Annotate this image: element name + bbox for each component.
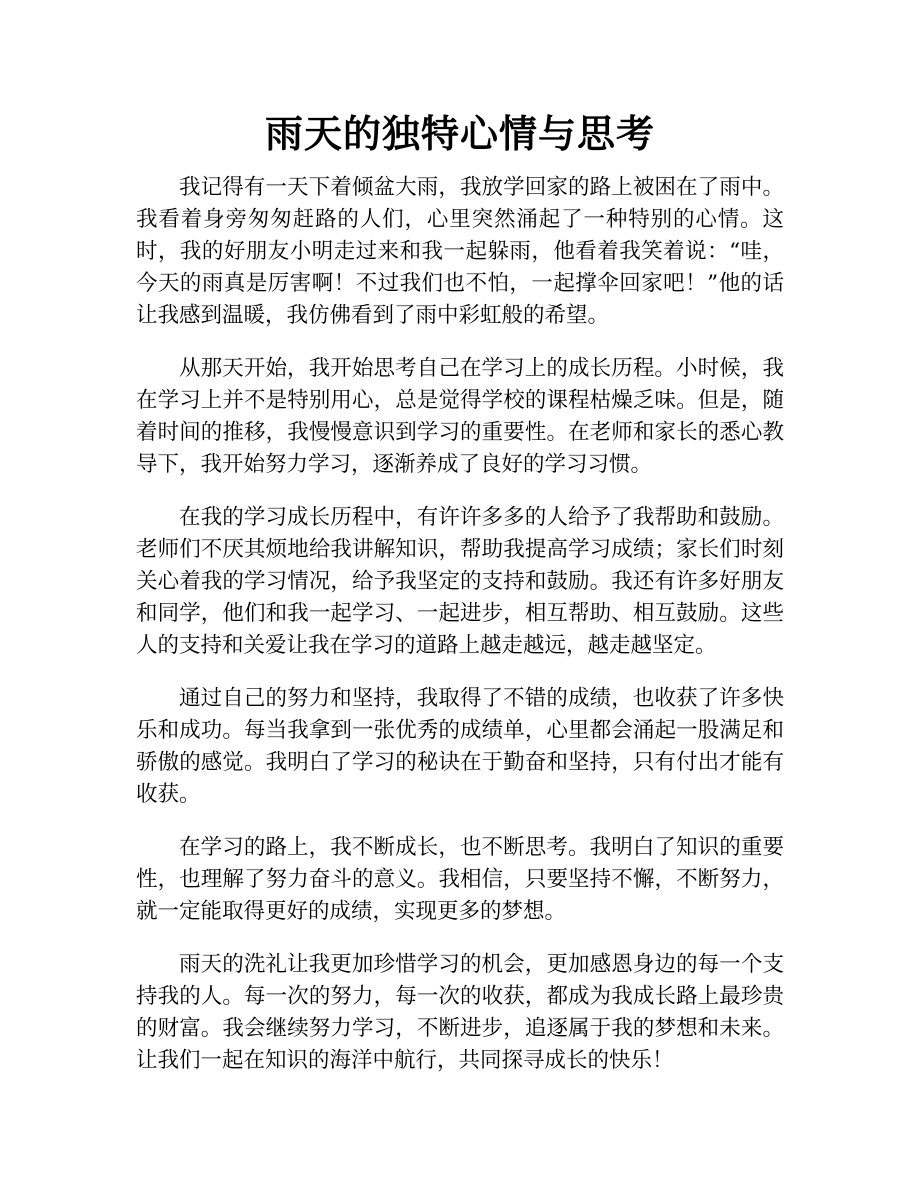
paragraph-2: 从那天开始，我开始思考自己在学习上的成长历程。小时候，我在学习上并不是特别用心，总是觉得学校的课程枯燥乏味。但是，随着时间的推移，我慢慢意识到学习的重要性。在老师和家长的悉心教导下，我开始努力学习，逐渐养成了良好的学习习惯。	[136, 356, 784, 477]
paragraph-6: 雨天的洗礼让我更加珍惜学习的机会，更加感恩身边的每一个支持我的人。每一次的努力，每一次的收获，都成为我成长路上最珍贵的财富。我会继续努力学习，不断进步，追逐属于我的梦想和未来。让我们一起在知识的海洋中航行，共同探寻成长的快乐！	[136, 952, 784, 1073]
paragraph-1: 我记得有一天下着倾盆大雨，我放学回家的路上被困在了雨中。我看着身旁匆匆赶路的人们，心里突然涌起了一种特别的心情。这时，我的好朋友小明走过来和我一起躲雨，他看着我笑着说：“哇，今天的雨真是厉害啊！不过我们也不怕，一起撑伞回家吧！”他的话让我感到温暖，我仿佛看到了雨中彩虹般的希望。	[136, 175, 784, 328]
document-body	[136, 172, 784, 1098]
paragraph-5: 在学习的路上，我不断成长，也不断思考。我明白了知识的重要性，也理解了努力奋斗的意义。我相信，只要坚持不懈，不断努力，就一定能取得更好的成绩，实现更多的梦想。	[136, 835, 784, 924]
document-title: 雨天的独特心情与思考	[264, 112, 655, 156]
paragraph-4: 通过自己的努力和坚持，我取得了不错的成绩，也收获了许多快乐和成功。每当我拿到一张优秀的成绩单，心里都会涌起一股满足和骄傲的感觉。我明白了学习的秘诀在于勤奋和坚持，只有付出才能有收获。	[136, 686, 784, 807]
paragraph-3: 在我的学习成长历程中，有许许多多的人给予了我帮助和鼓励。老师们不厌其烦地给我讲解知识，帮助我提高学习成绩；家长们时刻关心着我的学习情况，给予我坚定的支持和鼓励。我还有许多好朋友和同学，他们和我一起学习、一起进步，相互帮助、相互鼓励。这些人的支持和关爱让我在学习的道路上越走越远，越走越坚定。	[136, 505, 784, 658]
